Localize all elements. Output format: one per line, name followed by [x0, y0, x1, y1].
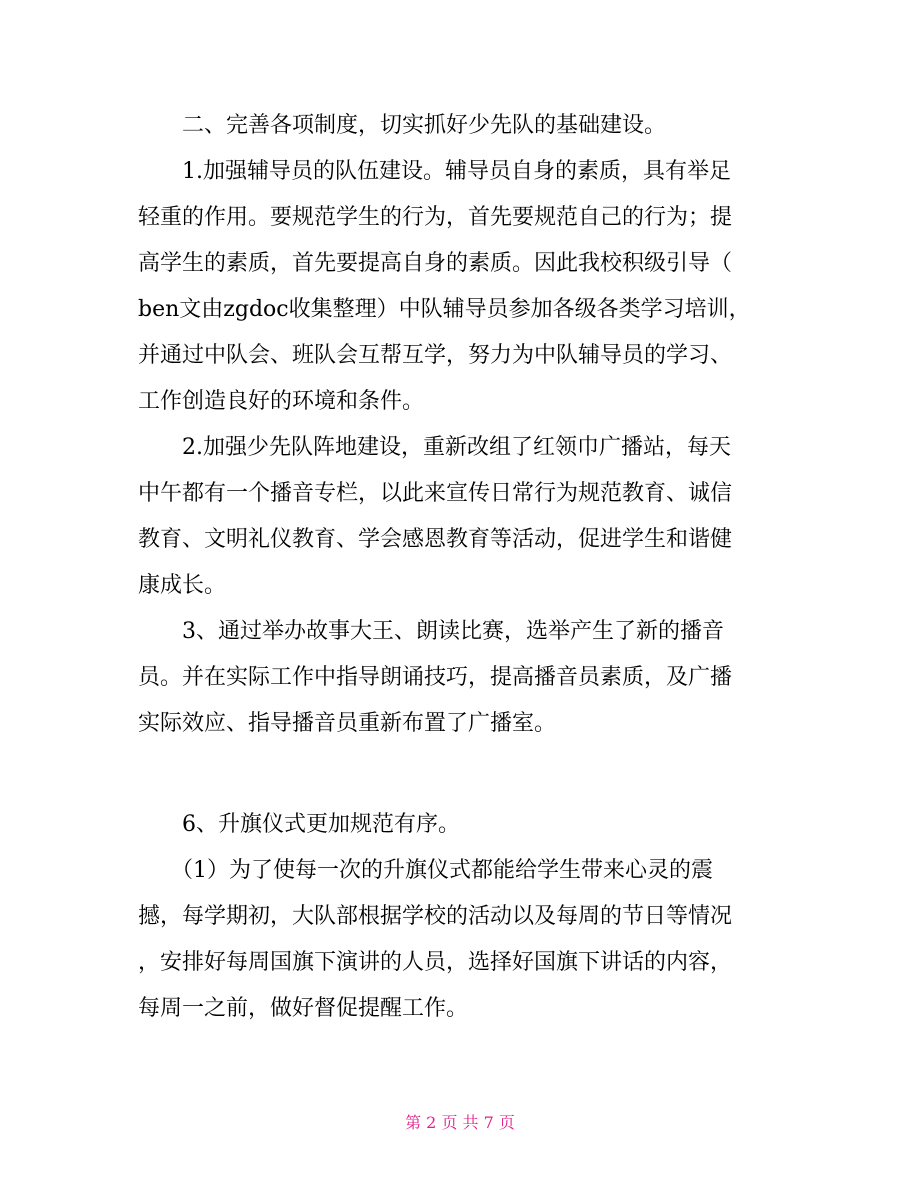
text-line: 康成长。	[138, 573, 227, 598]
text-line: ben文由zgdoc收集整理）中队辅导员参加各级各类学习培训，	[138, 297, 751, 322]
text-line: 轻重的作用。要规范学生的行为，首先要规范自己的行为；提	[138, 205, 733, 230]
text-line: 每周一之前，做好督促提醒工作。	[138, 996, 469, 1021]
text-line: 教育、文明礼仪教育、学会感恩教育等活动，促进学生和谐健	[138, 527, 733, 552]
page-number-footer: 第 2 页 共 7 页	[405, 1113, 515, 1132]
text-line: 实际效应、指导播音员重新布置了广播室。	[138, 711, 557, 736]
text-line: 员。并在实际工作中指导朗诵技巧，提高播音员素质，及广播	[138, 665, 733, 690]
text-line: 高学生的素质，首先要提高自身的素质。因此我校积级引导（	[138, 251, 733, 276]
text-line: （1）为了使每一次的升旗仪式都能给学生带来心灵的震	[138, 858, 713, 883]
text-line: 3、通过举办故事大王、朗读比赛，选举产生了新的播音	[138, 619, 724, 644]
text-line: 1.加强辅导员的队伍建设。辅导员自身的素质，具有举足	[138, 159, 731, 184]
text-line: 工作创造良好的环境和条件。	[138, 389, 425, 414]
text-line: 撼，每学期初，大队部根据学校的活动以及每周的节日等情况	[138, 904, 733, 929]
text-line: 并通过中队会、班队会互帮互学，努力为中队辅导员的学习、	[138, 343, 733, 368]
text-line: ，安排好每周国旗下演讲的人员，选择好国旗下讲话的内容，	[138, 950, 733, 975]
text-line: 中午都有一个播音专栏，以此来宣传日常行为规范教育、诚信	[138, 481, 733, 506]
text-line: 2.加强少先队阵地建设，重新改组了红领巾广播站，每天	[138, 435, 731, 460]
text-line: 二、完善各项制度，切实抓好少先队的基础建设。	[138, 113, 667, 138]
text-line: 6、升旗仪式更加规范有序。	[138, 812, 460, 837]
